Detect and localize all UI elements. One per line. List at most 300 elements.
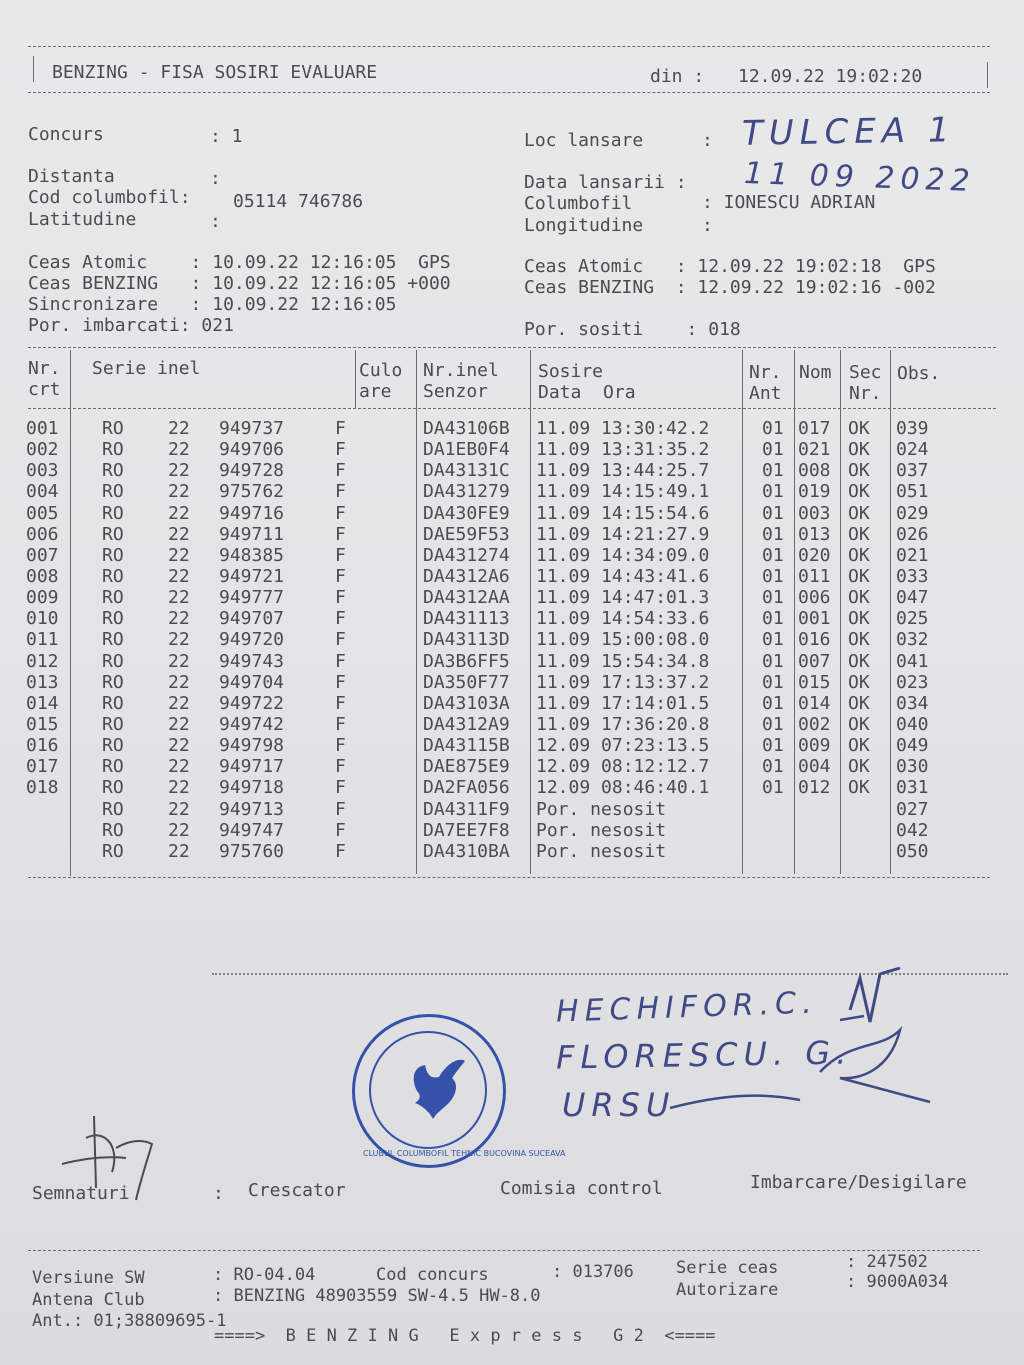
row-sec: OK: [848, 777, 870, 799]
row-obs: 032: [896, 629, 929, 651]
row-an: 22: [168, 692, 190, 714]
table-bottom-border: [28, 877, 990, 878]
row-nom: 006: [798, 587, 831, 609]
row-tara: RO: [102, 777, 124, 799]
row-nr: 016: [26, 735, 59, 757]
row-sec: OK: [848, 671, 870, 693]
row-sosire: Por. nesosit: [536, 798, 667, 820]
row-an: 22: [168, 439, 190, 461]
row-ant: 01: [762, 629, 784, 651]
col-divider-sosire: [742, 350, 743, 874]
row-sosire: 11.09 14:21:27.9: [536, 523, 710, 545]
row-nom: 021: [798, 439, 831, 461]
handwritten-name-3: URSU: [562, 1086, 676, 1124]
row-inel: 949737: [219, 418, 285, 439]
row-tara: RO: [102, 502, 124, 524]
row-sec: OK: [848, 544, 870, 566]
distanta-label: Distanta: [28, 166, 115, 187]
row-senzor: DA4311F9: [423, 798, 510, 820]
row-obs: 024: [896, 439, 929, 461]
row-sex: F: [335, 523, 346, 545]
row-nom: 012: [798, 777, 831, 799]
row-sosire: 11.09 13:30:42.2: [536, 418, 710, 439]
col-divider-senzor: [530, 350, 531, 874]
row-an: 22: [168, 460, 190, 482]
hdr-crt: crt: [28, 379, 61, 400]
antena-club-label: Antena Club: [32, 1290, 145, 1310]
row-senzor: DA4312A9: [423, 713, 510, 735]
row-tara: RO: [102, 840, 124, 862]
row-sosire: 11.09 17:13:37.2: [536, 671, 710, 693]
col-divider-serie-hdr: [355, 350, 356, 408]
semnaturi-label: Semnaturi: [32, 1183, 130, 1204]
hdr-sec-2: Nr.: [849, 383, 882, 404]
row-nom: 013: [798, 523, 831, 545]
row-an: 22: [168, 629, 190, 651]
row-nr: 006: [26, 523, 59, 545]
row-ant: 01: [762, 460, 784, 482]
row-obs: 050: [896, 840, 929, 862]
row-an: 22: [168, 798, 190, 820]
row-inel: 949718: [219, 777, 285, 799]
row-tara: RO: [102, 819, 124, 841]
row-senzor: DA43106B: [423, 418, 510, 439]
row-sex: F: [335, 692, 346, 714]
handwritten-name-2: FLORESCU. G.: [555, 1033, 853, 1077]
row-obs: 025: [896, 608, 929, 630]
row-senzor: DA2FA056: [423, 777, 510, 799]
row-an: 22: [168, 502, 190, 524]
row-sosire: Por. nesosit: [536, 819, 667, 841]
row-sex: F: [335, 502, 346, 524]
row-inel: 949721: [219, 565, 285, 587]
row-nom: 015: [798, 671, 831, 693]
row-senzor: DA431279: [423, 481, 510, 503]
row-ant: 01: [762, 650, 784, 672]
row-sec: OK: [848, 418, 870, 439]
row-sosire: 12.09 07:23:13.5: [536, 735, 710, 757]
latitudine-label: Latitudine: [28, 209, 137, 230]
row-ant: 01: [762, 735, 784, 757]
row-sosire: 12.09 08:46:40.1: [536, 777, 710, 799]
longitudine-colon: :: [702, 215, 713, 236]
table-header-border: [28, 408, 996, 409]
cod-columbofil-value: 05114 746786: [233, 191, 364, 212]
row-nr: 004: [26, 481, 59, 503]
row-sec: OK: [848, 713, 870, 735]
row-inel: 949716: [219, 502, 285, 524]
row-sec: OK: [848, 629, 870, 651]
stamp-pigeon-icon: [355, 1017, 566, 1165]
col-divider-culoare: [416, 350, 417, 874]
row-an: 22: [168, 650, 190, 672]
versiune-sw-value: : RO-04.04: [213, 1265, 316, 1285]
row-obs: 040: [896, 713, 929, 735]
row-an: 22: [168, 481, 190, 503]
row-inel: 949777: [219, 587, 285, 609]
row-senzor: DA431274: [423, 544, 510, 566]
row-nr: 015: [26, 713, 59, 735]
col-divider-sec: [890, 350, 891, 874]
row-sec: OK: [848, 692, 870, 714]
row-obs: 029: [896, 502, 929, 524]
row-an: 22: [168, 756, 190, 778]
row-nr: 014: [26, 692, 59, 714]
row-senzor: DA43115B: [423, 735, 510, 757]
row-inel: 949704: [219, 671, 285, 693]
row-nom: 011: [798, 565, 831, 587]
row-sosire: 11.09 17:14:01.5: [536, 692, 710, 714]
porumbei-imbarcati: Por. imbarcati: 021: [28, 315, 234, 336]
row-sex: F: [335, 713, 346, 735]
device-brand-line: ====> B E N Z I N G E x p r e s s G 2 <====: [214, 1326, 716, 1346]
hdr-nr-inel: Nr.inel: [423, 360, 499, 381]
row-nom: 009: [798, 735, 831, 757]
row-senzor: DA431113: [423, 608, 510, 630]
row-nom: 017: [798, 418, 831, 439]
row-ant: 01: [762, 439, 784, 461]
row-nom: 016: [798, 629, 831, 651]
row-nr: 009: [26, 587, 59, 609]
hdr-serie-inel: Serie inel: [92, 358, 201, 379]
row-inel: 975760: [219, 840, 285, 862]
concurs-value: : 1: [210, 126, 243, 147]
row-nr: 018: [26, 777, 59, 799]
row-senzor: DAE875E9: [423, 756, 510, 778]
row-obs: 027: [896, 798, 929, 820]
ceas-atomic-end: Ceas Atomic : 12.09.22 19:02:18 GPS: [524, 256, 936, 277]
imbarcare-desigilare-label: Imbarcare/Desigilare: [750, 1172, 967, 1193]
row-inel: 949720: [219, 629, 285, 651]
loc-lansare-label: Loc lansare: [524, 130, 644, 151]
row-nr: 005: [26, 502, 59, 524]
row-sosire: 11.09 13:31:35.2: [536, 439, 710, 461]
row-ant: 01: [762, 587, 784, 609]
row-senzor: DA430FE9: [423, 502, 510, 524]
row-sosire: 11.09 17:36:20.8: [536, 713, 710, 735]
row-nr: 001: [26, 418, 59, 439]
row-inel: 949713: [219, 798, 285, 820]
header-bottom-border: [28, 92, 990, 93]
row-ant: 01: [762, 692, 784, 714]
hdr-nr-ant-1: Nr.: [749, 362, 782, 383]
row-nr: 010: [26, 608, 59, 630]
row-nr: 017: [26, 756, 59, 778]
row-senzor: DA350F77: [423, 671, 510, 693]
row-ant: 01: [762, 608, 784, 630]
longitudine-label: Longitudine: [524, 215, 644, 236]
handwritten-name-1: HECHIFOR.C.: [555, 985, 819, 1030]
row-sosire: 11.09 14:15:49.1: [536, 481, 710, 503]
row-nr: 007: [26, 544, 59, 566]
antena-id: Ant.: 01;38809695-1: [32, 1311, 227, 1331]
row-ant: 01: [762, 502, 784, 524]
row-an: 22: [168, 418, 190, 439]
hdr-nr-ant-2: Ant: [749, 383, 782, 404]
row-senzor: DA4312A6: [423, 565, 510, 587]
row-an: 22: [168, 735, 190, 757]
row-sex: F: [335, 587, 346, 609]
row-obs: 034: [896, 692, 929, 714]
report-title: BENZING - FISA SOSIRI EVALUARE: [52, 62, 378, 83]
autorizare-value: : 9000A034: [846, 1272, 949, 1292]
row-nom: 004: [798, 756, 831, 778]
row-ant: 01: [762, 544, 784, 566]
row-tara: RO: [102, 439, 124, 461]
hdr-nr: Nr.: [28, 358, 61, 379]
row-tara: RO: [102, 544, 124, 566]
serie-ceas-value: : 247502: [846, 1252, 928, 1272]
hdr-sosire: Sosire: [538, 361, 604, 382]
row-sec: OK: [848, 481, 870, 503]
row-sosire: 11.09 14:54:33.6: [536, 608, 710, 630]
cod-concurs-label: Cod concurs: [376, 1265, 489, 1285]
distanta-colon: :: [210, 168, 221, 189]
row-ant: 01: [762, 756, 784, 778]
row-tara: RO: [102, 671, 124, 693]
row-an: 22: [168, 608, 190, 630]
header-right-border: [987, 62, 988, 88]
row-nr: 011: [26, 629, 59, 651]
row-senzor: DA4310BA: [423, 840, 510, 862]
row-sosire: 11.09 14:34:09.0: [536, 544, 710, 566]
row-sec: OK: [848, 756, 870, 778]
row-nom: 020: [798, 544, 831, 566]
row-sec: OK: [848, 565, 870, 587]
row-obs: 051: [896, 481, 929, 503]
row-an: 22: [168, 713, 190, 735]
row-obs: 021: [896, 544, 929, 566]
row-obs: 033: [896, 565, 929, 587]
table-top-border: [28, 347, 996, 348]
antena-club-value: : BENZING 48903559 SW-4.5 HW-8.0: [213, 1286, 541, 1306]
row-sex: F: [335, 777, 346, 799]
col-divider-nr: [70, 350, 71, 876]
versiune-sw-label: Versiune SW: [32, 1268, 145, 1288]
crescator-label: Crescator: [248, 1180, 346, 1201]
row-sex: F: [335, 439, 346, 461]
row-sex: F: [335, 418, 346, 439]
hdr-culoare-2: are: [359, 381, 392, 402]
row-an: 22: [168, 819, 190, 841]
data-lansarii-label: Data lansarii :: [524, 172, 687, 193]
row-tara: RO: [102, 756, 124, 778]
row-an: 22: [168, 565, 190, 587]
serie-ceas-label: Serie ceas: [676, 1258, 779, 1278]
row-ant: 01: [762, 418, 784, 439]
row-nr: 012: [26, 650, 59, 672]
row-sex: F: [335, 671, 346, 693]
data-lansarii-handwritten: 11 09 2022: [743, 155, 977, 200]
row-sosire: 11.09 15:00:08.0: [536, 629, 710, 651]
row-inel: 948385: [219, 544, 285, 566]
row-nom: 001: [798, 608, 831, 630]
row-nom: 003: [798, 502, 831, 524]
porumbei-sositi: Por. sositi : 018: [524, 319, 741, 340]
row-an: 22: [168, 840, 190, 862]
row-sosire: 11.09 14:47:01.3: [536, 587, 710, 609]
row-sosire: 11.09 14:43:41.6: [536, 565, 710, 587]
header-top-border: [28, 46, 990, 47]
row-sex: F: [335, 819, 346, 841]
row-sex: F: [335, 544, 346, 566]
columbofil-value: : IONESCU ADRIAN: [702, 192, 876, 213]
row-sosire: Por. nesosit: [536, 840, 667, 862]
loc-lansare-colon: :: [702, 130, 713, 151]
row-senzor: DA43113D: [423, 629, 510, 651]
row-tara: RO: [102, 692, 124, 714]
row-inel: 949798: [219, 735, 285, 757]
row-inel: 949722: [219, 692, 285, 714]
row-obs: 049: [896, 735, 929, 757]
row-senzor: DA43103A: [423, 692, 510, 714]
hdr-data-ora: Data Ora: [538, 382, 636, 403]
row-an: 22: [168, 671, 190, 693]
col-divider-ant: [794, 350, 795, 874]
row-tara: RO: [102, 713, 124, 735]
col-divider-nom: [840, 350, 841, 874]
ceas-benzing-end: Ceas BENZING : 12.09.22 19:02:16 -002: [524, 277, 936, 298]
row-inel: 949728: [219, 460, 285, 482]
row-sec: OK: [848, 460, 870, 482]
loc-lansare-handwritten: TULCEA 1: [741, 110, 956, 154]
row-nom: 007: [798, 650, 831, 672]
row-sex: F: [335, 735, 346, 757]
row-ant: 01: [762, 565, 784, 587]
hdr-nom: Nom: [799, 362, 832, 383]
hdr-senzor: Senzor: [423, 381, 489, 402]
row-sex: F: [335, 460, 346, 482]
row-nom: 002: [798, 713, 831, 735]
latitudine-colon: :: [210, 211, 221, 232]
row-sex: F: [335, 629, 346, 651]
club-stamp: [352, 1014, 566, 1168]
row-tara: RO: [102, 565, 124, 587]
row-tara: RO: [102, 608, 124, 630]
row-tara: RO: [102, 798, 124, 820]
row-sec: OK: [848, 608, 870, 630]
row-nom: 008: [798, 460, 831, 482]
cod-columbofil-label: Cod columbofil:: [28, 187, 191, 208]
row-an: 22: [168, 587, 190, 609]
concurs-label: Concurs: [28, 124, 104, 145]
row-senzor: DA1EB0F4: [423, 439, 510, 461]
row-inel: 949711: [219, 523, 285, 545]
hdr-culoare-1: Culo: [359, 360, 403, 381]
row-sec: OK: [848, 439, 870, 461]
row-nom: 019: [798, 481, 831, 503]
autorizare-label: Autorizare: [676, 1280, 779, 1300]
report-date-label: din :: [650, 66, 705, 87]
row-sosire: 11.09 13:44:25.7: [536, 460, 710, 482]
row-sec: OK: [848, 650, 870, 672]
row-sex: F: [335, 756, 346, 778]
row-sec: OK: [848, 523, 870, 545]
ceas-benzing-start: Ceas BENZING : 10.09.22 12:16:05 +000: [28, 273, 451, 294]
row-senzor: DA4312AA: [423, 587, 510, 609]
row-obs: 030: [896, 756, 929, 778]
sincronizare: Sincronizare : 10.09.22 12:16:05: [28, 294, 397, 315]
row-an: 22: [168, 544, 190, 566]
row-ant: 01: [762, 523, 784, 545]
row-nr: 008: [26, 565, 59, 587]
row-senzor: DA43131C: [423, 460, 510, 482]
signature-scribbles: [560, 960, 950, 1130]
row-tara: RO: [102, 650, 124, 672]
row-nom: 014: [798, 692, 831, 714]
row-ant: 01: [762, 713, 784, 735]
row-inel: 949706: [219, 439, 285, 461]
row-sex: F: [335, 840, 346, 862]
row-tara: RO: [102, 481, 124, 503]
report-date-value: 12.09.22 19:02:20: [738, 66, 923, 87]
row-an: 22: [168, 777, 190, 799]
row-obs: 047: [896, 587, 929, 609]
comisia-control-label: Comisia control: [500, 1178, 663, 1199]
cod-concurs-value: : 013706: [552, 1262, 634, 1282]
row-obs: 039: [896, 418, 929, 439]
row-inel: 949742: [219, 713, 285, 735]
row-sex: F: [335, 798, 346, 820]
ceas-atomic-start: Ceas Atomic : 10.09.22 12:16:05 GPS: [28, 252, 451, 273]
columbofil-label: Columbofil: [524, 193, 633, 214]
row-an: 22: [168, 523, 190, 545]
row-nr: 003: [26, 460, 59, 482]
footer-top-border: [28, 1250, 980, 1251]
row-obs: 031: [896, 777, 929, 799]
row-senzor: DA7EE7F8: [423, 819, 510, 841]
row-ant: 01: [762, 481, 784, 503]
row-tara: RO: [102, 587, 124, 609]
row-ant: 01: [762, 671, 784, 693]
row-inel: 975762: [219, 481, 285, 503]
hdr-sec-1: Sec: [849, 362, 882, 383]
row-inel: 949747: [219, 819, 285, 841]
row-tara: RO: [102, 735, 124, 757]
row-inel: 949707: [219, 608, 285, 630]
row-sosire: 11.09 15:54:34.8: [536, 650, 710, 672]
row-senzor: DAE59F53: [423, 523, 510, 545]
row-nr: 013: [26, 671, 59, 693]
row-sex: F: [335, 565, 346, 587]
row-obs: 023: [896, 671, 929, 693]
row-senzor: DA3B6FF5: [423, 650, 510, 672]
header-left-border: [33, 56, 34, 82]
row-tara: RO: [102, 460, 124, 482]
row-inel: 949717: [219, 756, 285, 778]
row-sec: OK: [848, 502, 870, 524]
semnaturi-colon: :: [213, 1183, 224, 1204]
row-obs: 042: [896, 819, 929, 841]
row-ant: 01: [762, 777, 784, 799]
row-sex: F: [335, 481, 346, 503]
row-obs: 041: [896, 650, 929, 672]
row-sosire: 11.09 14:15:54.6: [536, 502, 710, 524]
row-sosire: 12.09 08:12:12.7: [536, 756, 710, 778]
row-sec: OK: [848, 587, 870, 609]
row-obs: 037: [896, 460, 929, 482]
row-sec: OK: [848, 735, 870, 757]
row-nr: 002: [26, 439, 59, 461]
row-inel: 949743: [219, 650, 285, 672]
row-sex: F: [335, 650, 346, 672]
row-tara: RO: [102, 418, 124, 439]
hdr-obs: Obs.: [897, 363, 941, 384]
row-tara: RO: [102, 523, 124, 545]
stamp-text: CLUBUL COLUMBOFIL TEHNIC BUCOVINA SUCEAVA: [363, 1149, 566, 1158]
row-obs: 026: [896, 523, 929, 545]
row-sex: F: [335, 608, 346, 630]
